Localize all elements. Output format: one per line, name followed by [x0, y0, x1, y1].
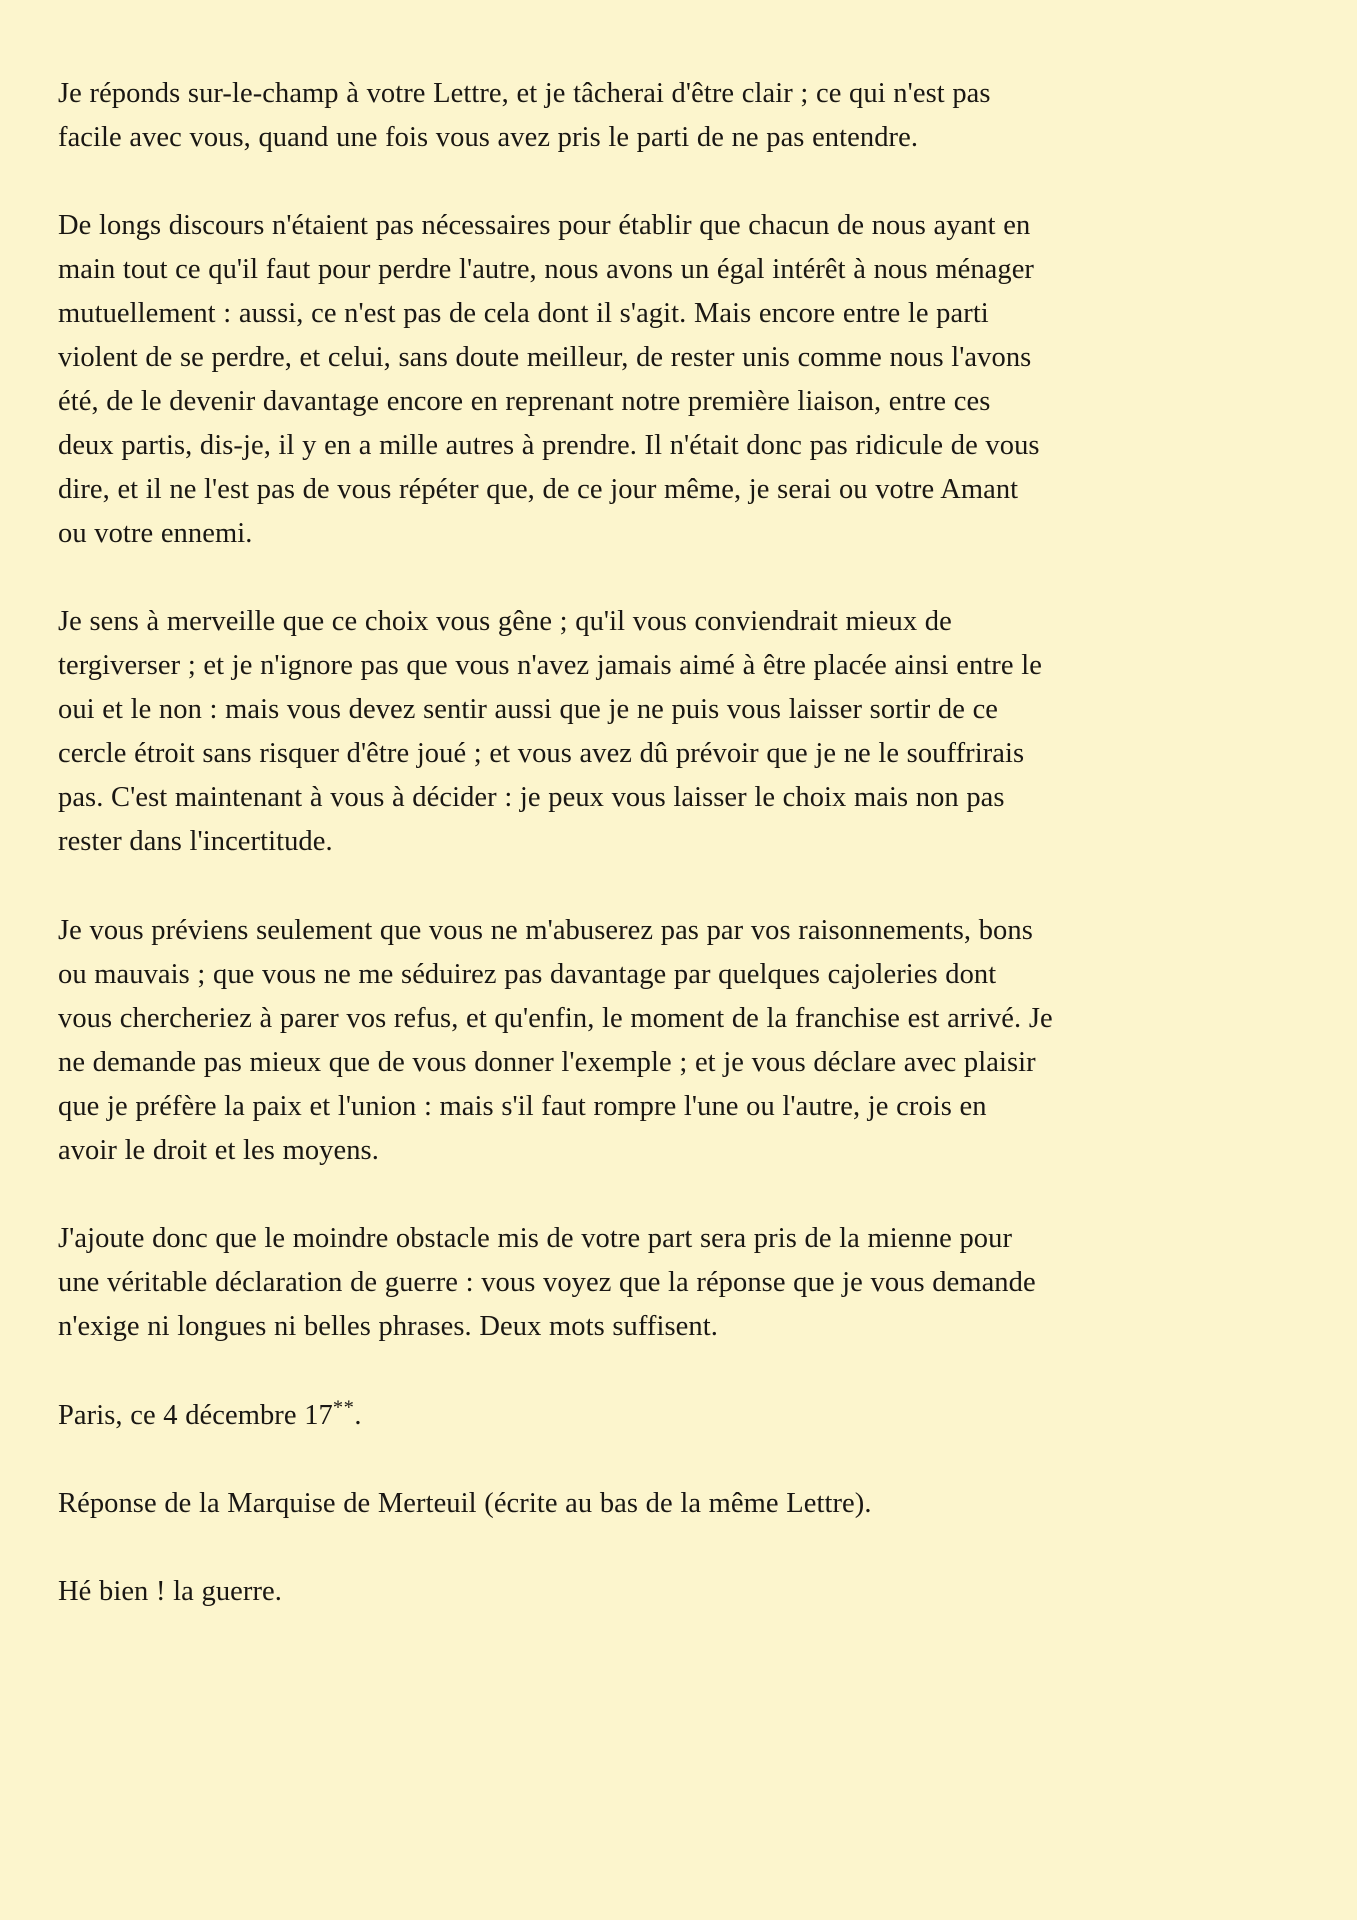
- paragraph-1: Je réponds sur-le-champ à votre Lettre, et je tâcherai d'être clair ; ce qui n'est pas facile avec vous, quand une fois vous avez pris le parti de ne pas entendre.: [58, 78, 991, 154]
- dateline-prefix: Paris, ce 4 décembre 17: [58, 1400, 333, 1432]
- paragraph-4: Je vous préviens seulement que vous ne m'abuserez pas par vos raisonnements, bons ou mauvais ; que vous ne me séduirez pas davantage par quelques cajoleries dont vous chercheriez à parer vos refus, et qu'enfin, le moment de la franchise est arrivé. Je ne demande pas mieux que de vous donner l'exemple ; et je vous déclare avec plaisir que je préfère la paix et l'union : mais s'il faut rompre l'une ou l'autre, je crois en avoir le droit et les moyens.: [58, 914, 1053, 1166]
- reply-text: Hé bien ! la guerre.: [58, 1576, 282, 1608]
- dateline-suffix: .: [354, 1400, 362, 1432]
- reply-note: Réponse de la Marquise de Merteuil (écrite au bas de la même Lettre).: [58, 1488, 872, 1520]
- paragraph-5: J'ajoute donc que le moindre obstacle mis de votre part sera pris de la mienne pour une véritable déclaration de guerre : vous voyez que la réponse que je vous demande n'exige ni longues ni belles phrases. Deux mots suffisent.: [58, 1222, 1036, 1342]
- paragraph-2: De longs discours n'étaient pas nécessaires pour établir que chacun de nous ayant en main tout ce qu'il faut pour perdre l'autre, nous avons un égal intérêt à nous ménager mutuellement : aussi, ce n'est pas de cela dont il s'agit. Mais encore entre le parti violent de se perdre, et celui, sans doute meilleur, de rester unis comme nous l'avons été, de le devenir davantage encore en reprenant notre première liaison, entre ces deux partis, dis-je, il y en a mille autres à prendre. Il n'était donc pas ridicule de vous dire, et il ne l'est pas de vous répéter que, de ce jour même, je serai ou votre Amant ou votre ennemi.: [58, 210, 1040, 550]
- paragraph-3: Je sens à merveille que ce choix vous gêne ; qu'il vous conviendrait mieux de tergiverser ; et je n'ignore pas que vous n'avez jamais aimé à être placée ainsi entre le oui et le non : mais vous devez sentir aussi que je ne puis vous laisser sortir de ce cercle étroit sans risquer d'être joué ; et vous avez dû prévoir que je ne le souffrirais pas. C'est maintenant à vous à décider : je peux vous laisser le choix mais non pas rester dans l'incertitude.: [58, 606, 1042, 858]
- dateline: [58, 1393, 1053, 1439]
- letter-body: [58, 72, 1053, 1614]
- dateline-stars: **: [332, 1396, 355, 1419]
